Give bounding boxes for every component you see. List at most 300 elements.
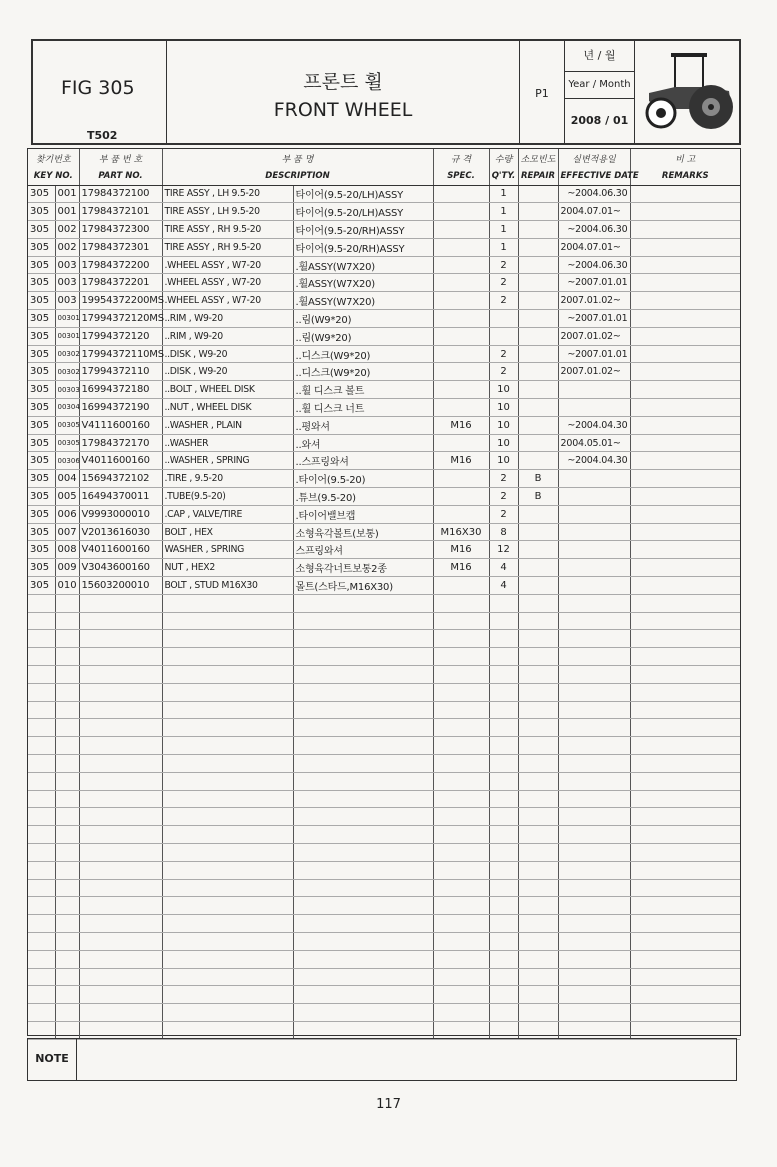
empty-cell	[79, 719, 162, 737]
table-row	[28, 399, 740, 417]
empty-cell	[518, 915, 558, 933]
sheet-number: P1	[535, 87, 549, 100]
empty-cell	[28, 737, 55, 755]
empty-cell	[55, 968, 79, 986]
cell-remarks	[630, 559, 740, 577]
empty-cell	[433, 950, 489, 968]
cell-spec: M16	[433, 452, 489, 470]
cell-part: 17994372120	[79, 327, 162, 345]
cell-spec: M16X30	[433, 523, 489, 541]
empty-cell	[433, 897, 489, 915]
cell-fig: 305	[28, 327, 55, 345]
empty-cell	[79, 1004, 162, 1022]
empty-cell	[28, 648, 55, 666]
empty-cell	[79, 666, 162, 684]
empty-cell	[630, 719, 740, 737]
empty-cell	[28, 1004, 55, 1022]
cell-repair: B	[518, 470, 558, 488]
empty-cell	[293, 915, 433, 933]
empty-cell	[630, 879, 740, 897]
cell-repair	[518, 559, 558, 577]
empty-cell	[518, 648, 558, 666]
empty-cell	[489, 897, 518, 915]
table-row-empty	[28, 861, 740, 879]
cell-desc: ..NUT , WHEEL DISK	[162, 399, 293, 417]
cell-fig: 305	[28, 434, 55, 452]
col-remarks-ko: 비 고	[675, 154, 696, 165]
cell-remarks	[630, 399, 740, 417]
empty-cell	[79, 932, 162, 950]
cell-part: 16494370011	[79, 488, 162, 506]
cell-repair	[518, 292, 558, 310]
empty-cell	[433, 719, 489, 737]
empty-cell	[630, 1021, 740, 1039]
table-row	[28, 185, 740, 203]
cell-date: 2004.07.01~	[558, 203, 630, 221]
empty-cell	[293, 897, 433, 915]
cell-remarks	[630, 238, 740, 256]
cell-part: V4011600160	[79, 541, 162, 559]
cell-date: ~2004.04.30	[558, 416, 630, 434]
cell-repair	[518, 310, 558, 328]
table-row	[28, 256, 740, 274]
col-part-ko: 부 품 번 호	[79, 149, 162, 167]
year-month-label-korean: 년 / 월	[565, 41, 634, 72]
empty-cell	[433, 1004, 489, 1022]
table-row-empty	[28, 915, 740, 933]
cell-qty: 10	[489, 416, 518, 434]
cell-kdesc: 몰트(스타드,M16X30)	[293, 577, 433, 595]
cell-spec	[433, 256, 489, 274]
empty-cell	[28, 808, 55, 826]
empty-cell	[518, 737, 558, 755]
cell-spec	[433, 470, 489, 488]
empty-cell	[162, 843, 293, 861]
empty-cell	[293, 826, 433, 844]
cell-remarks	[630, 310, 740, 328]
cell-kdesc: .타이어밸브캡	[293, 505, 433, 523]
empty-cell	[55, 737, 79, 755]
table-row	[28, 470, 740, 488]
cell-date	[558, 488, 630, 506]
empty-cell	[518, 968, 558, 986]
cell-repair	[518, 399, 558, 417]
empty-cell	[630, 612, 740, 630]
cell-kdesc: 타이어(9.5-20/RH)ASSY	[293, 221, 433, 239]
cell-spec	[433, 221, 489, 239]
empty-cell	[630, 932, 740, 950]
empty-cell	[162, 772, 293, 790]
empty-cell	[162, 1021, 293, 1039]
cell-part: 16994372180	[79, 381, 162, 399]
cell-key: 002	[55, 221, 79, 239]
empty-cell	[518, 790, 558, 808]
table-row-empty	[28, 701, 740, 719]
empty-cell	[162, 719, 293, 737]
tractor-icon	[641, 49, 737, 135]
col-desc-ko: 부 품 명	[162, 149, 433, 167]
cell-date: 2004.07.01~	[558, 238, 630, 256]
cell-desc: BOLT , STUD M16X30	[162, 577, 293, 595]
empty-cell	[433, 701, 489, 719]
cell-repair	[518, 327, 558, 345]
empty-cell	[630, 772, 740, 790]
cell-kdesc: ..림(W9*20)	[293, 310, 433, 328]
cell-remarks	[630, 452, 740, 470]
empty-cell	[518, 755, 558, 773]
cell-fig: 305	[28, 523, 55, 541]
cell-kdesc: .휠ASSY(W7X20)	[293, 292, 433, 310]
cell-spec	[433, 488, 489, 506]
cell-fig: 305	[28, 488, 55, 506]
empty-cell	[162, 612, 293, 630]
cell-key: 001	[55, 185, 79, 203]
empty-cell	[79, 737, 162, 755]
cell-remarks	[630, 434, 740, 452]
cell-spec	[433, 274, 489, 292]
cell-spec: M16	[433, 559, 489, 577]
cell-key: 010	[55, 577, 79, 595]
table-row	[28, 327, 740, 345]
empty-cell	[630, 630, 740, 648]
col-spec: SPEC.	[433, 167, 489, 185]
cell-kdesc: 타이어(9.5-20/RH)ASSY	[293, 238, 433, 256]
table-row	[28, 238, 740, 256]
cell-spec	[433, 434, 489, 452]
empty-cell	[55, 861, 79, 879]
col-part: PART NO.	[79, 167, 162, 185]
cell-spec	[433, 203, 489, 221]
empty-cell	[433, 772, 489, 790]
cell-fig: 305	[28, 238, 55, 256]
cell-spec	[433, 327, 489, 345]
header-row-english	[28, 167, 740, 185]
cell-part: 17984372200	[79, 256, 162, 274]
cell-kdesc: ..평와셔	[293, 416, 433, 434]
empty-cell	[489, 630, 518, 648]
table-row	[28, 541, 740, 559]
table-row	[28, 345, 740, 363]
empty-cell	[489, 666, 518, 684]
cell-fig: 305	[28, 505, 55, 523]
empty-cell	[489, 861, 518, 879]
empty-cell	[630, 808, 740, 826]
empty-cell	[55, 1004, 79, 1022]
cell-desc: TIRE ASSY , RH 9.5-20	[162, 221, 293, 239]
title-cell	[167, 41, 520, 143]
empty-cell	[558, 932, 630, 950]
cell-desc: TIRE ASSY , LH 9.5-20	[162, 185, 293, 203]
illustration-cell	[635, 41, 739, 143]
empty-cell	[630, 683, 740, 701]
empty-cell	[630, 861, 740, 879]
empty-cell	[518, 950, 558, 968]
empty-cell	[433, 861, 489, 879]
empty-cell	[79, 755, 162, 773]
empty-cell	[55, 612, 79, 630]
cell-key: 00303	[55, 381, 79, 399]
col-repair: REPAIR	[518, 167, 558, 185]
cell-fig: 305	[28, 203, 55, 221]
empty-cell	[28, 630, 55, 648]
cell-kdesc: ..디스크(W9*20)	[293, 345, 433, 363]
empty-cell	[558, 950, 630, 968]
cell-part: 17994372120MS	[79, 310, 162, 328]
empty-cell	[162, 808, 293, 826]
empty-cell	[79, 683, 162, 701]
empty-cell	[630, 648, 740, 666]
empty-cell	[55, 790, 79, 808]
cell-desc: .TUBE(9.5-20)	[162, 488, 293, 506]
table-row-empty	[28, 950, 740, 968]
empty-cell	[558, 612, 630, 630]
parts-table	[27, 148, 741, 1036]
table-row	[28, 381, 740, 399]
cell-remarks	[630, 505, 740, 523]
model-code: T502	[87, 129, 118, 142]
table-row	[28, 292, 740, 310]
empty-cell	[28, 701, 55, 719]
cell-spec	[433, 381, 489, 399]
empty-cell	[558, 986, 630, 1004]
cell-key: 002	[55, 238, 79, 256]
note-label: NOTE	[28, 1039, 77, 1080]
empty-cell	[630, 843, 740, 861]
empty-cell	[558, 968, 630, 986]
table-row-empty	[28, 594, 740, 612]
empty-cell	[28, 932, 55, 950]
empty-cell	[433, 612, 489, 630]
empty-cell	[489, 683, 518, 701]
cell-key: 007	[55, 523, 79, 541]
cell-kdesc: .휠ASSY(W7X20)	[293, 256, 433, 274]
empty-cell	[558, 719, 630, 737]
empty-cell	[293, 719, 433, 737]
table-row	[28, 363, 740, 381]
cell-part: 17994372110MS	[79, 345, 162, 363]
empty-cell	[55, 719, 79, 737]
cell-date	[558, 559, 630, 577]
empty-cell	[28, 666, 55, 684]
cell-qty: 10	[489, 434, 518, 452]
cell-key: 00301	[55, 310, 79, 328]
cell-spec: M16	[433, 416, 489, 434]
empty-cell	[433, 879, 489, 897]
empty-cell	[79, 915, 162, 933]
cell-date	[558, 541, 630, 559]
cell-repair	[518, 238, 558, 256]
table-row	[28, 416, 740, 434]
cell-kdesc: .튜브(9.5-20)	[293, 488, 433, 506]
cell-desc: .TIRE , 9.5-20	[162, 470, 293, 488]
empty-cell	[433, 986, 489, 1004]
col-desc: DESCRIPTION	[162, 167, 433, 185]
cell-desc: ..WASHER , PLAIN	[162, 416, 293, 434]
page-cell	[520, 41, 565, 143]
cell-desc: ..RIM , W9-20	[162, 327, 293, 345]
table-row	[28, 434, 740, 452]
table-row	[28, 505, 740, 523]
empty-cell	[433, 737, 489, 755]
cell-date: ~2004.06.30	[558, 185, 630, 203]
empty-cell	[518, 1021, 558, 1039]
cell-spec	[433, 292, 489, 310]
cell-qty: 10	[489, 381, 518, 399]
cell-key: 006	[55, 505, 79, 523]
empty-cell	[433, 790, 489, 808]
cell-desc: ..RIM , W9-20	[162, 310, 293, 328]
empty-cell	[79, 630, 162, 648]
empty-cell	[518, 986, 558, 1004]
cell-part: V4111600160	[79, 416, 162, 434]
empty-cell	[558, 879, 630, 897]
empty-cell	[518, 719, 558, 737]
empty-cell	[558, 861, 630, 879]
table-row-empty	[28, 772, 740, 790]
empty-cell	[518, 861, 558, 879]
cell-repair	[518, 523, 558, 541]
empty-cell	[79, 594, 162, 612]
empty-cell	[489, 808, 518, 826]
empty-cell	[630, 915, 740, 933]
table-row-empty	[28, 808, 740, 826]
empty-cell	[630, 790, 740, 808]
cell-desc: NUT , HEX2	[162, 559, 293, 577]
empty-cell	[489, 1004, 518, 1022]
empty-cell	[28, 861, 55, 879]
empty-cell	[630, 666, 740, 684]
empty-cell	[489, 843, 518, 861]
cell-desc: WASHER , SPRING	[162, 541, 293, 559]
table-row-empty	[28, 648, 740, 666]
empty-cell	[55, 630, 79, 648]
cell-part: 15694372102	[79, 470, 162, 488]
cell-desc: ..WASHER	[162, 434, 293, 452]
empty-cell	[489, 737, 518, 755]
empty-cell	[630, 594, 740, 612]
cell-kdesc: 소형육각너트보통2종	[293, 559, 433, 577]
empty-cell	[55, 648, 79, 666]
cell-kdesc: 타이어(9.5-20/LH)ASSY	[293, 185, 433, 203]
page-number: 117	[376, 1097, 401, 1112]
empty-cell	[433, 666, 489, 684]
cell-repair	[518, 541, 558, 559]
cell-key: 003	[55, 256, 79, 274]
empty-cell	[293, 968, 433, 986]
cell-key: 00305	[55, 434, 79, 452]
empty-cell	[28, 986, 55, 1004]
empty-cell	[558, 594, 630, 612]
cell-fig: 305	[28, 541, 55, 559]
empty-cell	[489, 1021, 518, 1039]
table-row-empty	[28, 666, 740, 684]
year-month-value: 2008 / 01	[570, 114, 629, 127]
empty-cell	[518, 701, 558, 719]
cell-kdesc: .타이어(9.5-20)	[293, 470, 433, 488]
empty-cell	[630, 1004, 740, 1022]
header-row-korean	[28, 149, 740, 167]
col-key-ko: 찾기번호	[28, 149, 79, 167]
cell-fig: 305	[28, 452, 55, 470]
empty-cell	[558, 666, 630, 684]
cell-key: 001	[55, 203, 79, 221]
empty-cell	[558, 826, 630, 844]
empty-cell	[79, 826, 162, 844]
empty-cell	[630, 701, 740, 719]
empty-cell	[162, 968, 293, 986]
empty-cell	[55, 701, 79, 719]
empty-cell	[518, 808, 558, 826]
empty-cell	[518, 1004, 558, 1022]
empty-cell	[79, 1021, 162, 1039]
empty-cell	[433, 826, 489, 844]
col-spec-ko: 규 격	[433, 149, 489, 167]
cell-part: 17984372170	[79, 434, 162, 452]
empty-cell	[433, 648, 489, 666]
empty-cell	[558, 701, 630, 719]
empty-cell	[55, 808, 79, 826]
empty-cell	[489, 826, 518, 844]
cell-fig: 305	[28, 559, 55, 577]
empty-cell	[630, 897, 740, 915]
empty-cell	[162, 666, 293, 684]
cell-desc: .WHEEL ASSY , W7-20	[162, 292, 293, 310]
cell-qty: 2	[489, 505, 518, 523]
cell-date: 2007.01.02~	[558, 363, 630, 381]
catalog-header	[31, 39, 741, 145]
empty-cell	[630, 986, 740, 1004]
cell-repair	[518, 416, 558, 434]
cell-part: 15603200010	[79, 577, 162, 595]
col-repair-ko: 소모빈도	[518, 149, 558, 167]
empty-cell	[558, 843, 630, 861]
cell-key: 00301	[55, 327, 79, 345]
empty-cell	[162, 950, 293, 968]
empty-cell	[518, 630, 558, 648]
empty-cell	[162, 1004, 293, 1022]
cell-spec	[433, 577, 489, 595]
cell-qty: 12	[489, 541, 518, 559]
cell-remarks	[630, 256, 740, 274]
empty-cell	[293, 683, 433, 701]
empty-cell	[162, 594, 293, 612]
empty-cell	[79, 897, 162, 915]
empty-cell	[558, 648, 630, 666]
empty-cell	[518, 612, 558, 630]
empty-cell	[55, 986, 79, 1004]
cell-key: 00304	[55, 399, 79, 417]
empty-cell	[293, 612, 433, 630]
cell-qty: 1	[489, 221, 518, 239]
cell-repair	[518, 363, 558, 381]
table-row-empty	[28, 968, 740, 986]
cell-fig: 305	[28, 310, 55, 328]
table-row	[28, 274, 740, 292]
cell-remarks	[630, 541, 740, 559]
empty-cell	[558, 737, 630, 755]
cell-date	[558, 470, 630, 488]
cell-desc: .CAP , VALVE/TIRE	[162, 505, 293, 523]
cell-spec	[433, 185, 489, 203]
empty-cell	[79, 950, 162, 968]
cell-desc: TIRE ASSY , RH 9.5-20	[162, 238, 293, 256]
table-row-empty	[28, 1004, 740, 1022]
cell-desc: ..WASHER , SPRING	[162, 452, 293, 470]
empty-cell	[433, 915, 489, 933]
table-row-empty	[28, 719, 740, 737]
empty-cell	[518, 879, 558, 897]
empty-cell	[293, 1004, 433, 1022]
